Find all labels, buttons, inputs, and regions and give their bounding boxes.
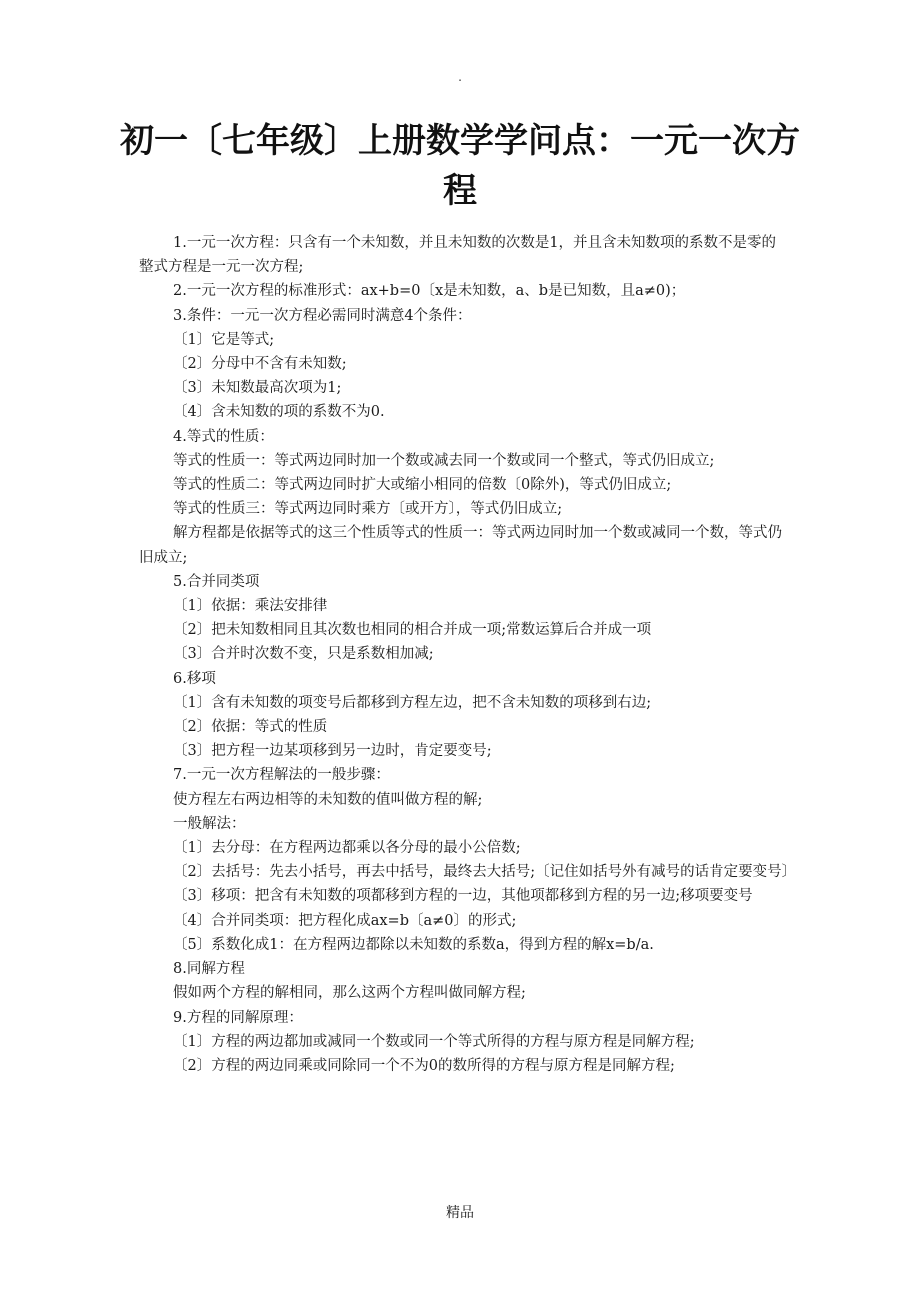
header-dot: .: [458, 70, 462, 84]
paragraph-definition: 1.一元一次方程：只含有一个未知数，并且未知数的次数是1，并且含未知数项的系数不是零的整式方程是一元一次方程;: [139, 235, 777, 276]
combine-item: 〔2〕把未知数相同且其次数也相同的相合并成一项;常数运算后合并成一项: [173, 622, 652, 639]
equality-property-item: 等式的性质一：等式两边同时加一个数或减去同一个数或同一个整式，等式仍旧成立;: [173, 452, 715, 469]
condition-item: 〔3〕未知数最高次项为1;: [173, 380, 342, 397]
step-item: 〔5〕系数化成1：在方程两边都除以未知数的系数a，得到方程的解x=b/a.: [173, 936, 654, 953]
section-heading-equivalence-principle: 9.方程的同解原理：: [173, 1009, 303, 1026]
paragraph-solution-definition: 使方程左右两边相等的未知数的值叫做方程的解;: [173, 791, 483, 808]
paragraph-general-method: 一般解法：: [173, 815, 246, 832]
footer-label: 精品: [446, 1205, 474, 1221]
section-heading-equality-properties: 4.等式的性质：: [173, 428, 274, 445]
section-heading-combine-like-terms: 5.合并同类项: [173, 573, 260, 590]
paragraph-equivalent-definition: 假如两个方程的解相同，那么这两个方程叫做同解方程;: [173, 985, 526, 1002]
section-heading-equivalent-equations: 8.同解方程: [173, 961, 245, 978]
paragraph-conditions: 3.条件：一元一次方程必需同时满意4个条件：: [173, 307, 472, 324]
transposition-item: 〔2〕依据：等式的性质: [173, 719, 328, 736]
section-heading-transposition: 6.移项: [173, 670, 216, 687]
combine-item: 〔1〕依据：乘法安排律: [173, 598, 328, 615]
document-body: [139, 231, 797, 1078]
section-heading-general-steps: 7.一元一次方程解法的一般步骤：: [173, 767, 390, 784]
condition-item: 〔1〕它是等式;: [173, 331, 275, 348]
equality-property-item: 等式的性质二：等式两边同时扩大或缩小相同的倍数〔0除外)，等式仍旧成立;: [173, 477, 672, 494]
equality-property-item: 等式的性质三：等式两边同时乘方〔或开方〕，等式仍旧成立;: [173, 501, 563, 518]
paragraph-solving-basis: 解方程都是依据等式的这三个性质等式的性质一：等式两边同时加一个数或减同一个数，等式仍旧成立;: [139, 525, 782, 566]
step-item: 〔2〕去括号：先去小括号，再去中括号，最终去大括号;〔记住如括号外有减号的话肯定要变号〕: [173, 864, 797, 881]
principle-item: 〔1〕方程的两边都加或减同一个数或同一个等式所得的方程与原方程是同解方程;: [173, 1033, 695, 1050]
combine-item: 〔3〕合并时次数不变，只是系数相加减;: [173, 646, 434, 663]
transposition-item: 〔3〕把方程一边某项移到另一边时，肯定要变号;: [173, 743, 492, 760]
step-item: 〔3〕移项：把含有未知数的项都移到方程的一边，其他项都移到方程的另一边;移项要变号: [173, 888, 753, 905]
condition-item: 〔4〕含未知数的项的系数不为0.: [173, 404, 385, 421]
condition-item: 〔2〕分母中不含有未知数;: [173, 356, 347, 373]
step-item: 〔1〕去分母：在方程两边都乘以各分母的最小公倍数;: [173, 840, 521, 857]
principle-item: 〔2〕方程的两边同乘或同除同一个不为0的数所得的方程与原方程是同解方程;: [173, 1057, 675, 1074]
paragraph-standard-form: 2.一元一次方程的标准形式：ax+b=0〔x是未知数，a、b是已知数，且a≠0)；: [173, 283, 686, 300]
transposition-item: 〔1〕含有未知数的项变号后都移到方程左边，把不含未知数的项移到右边;: [173, 694, 652, 711]
page-title: 初一〔七年级〕上册数学学问点：一元一次方程: [120, 121, 800, 211]
step-item: 〔4〕合并同类项：把方程化成ax=b〔a≠0〕的形式;: [173, 912, 517, 929]
